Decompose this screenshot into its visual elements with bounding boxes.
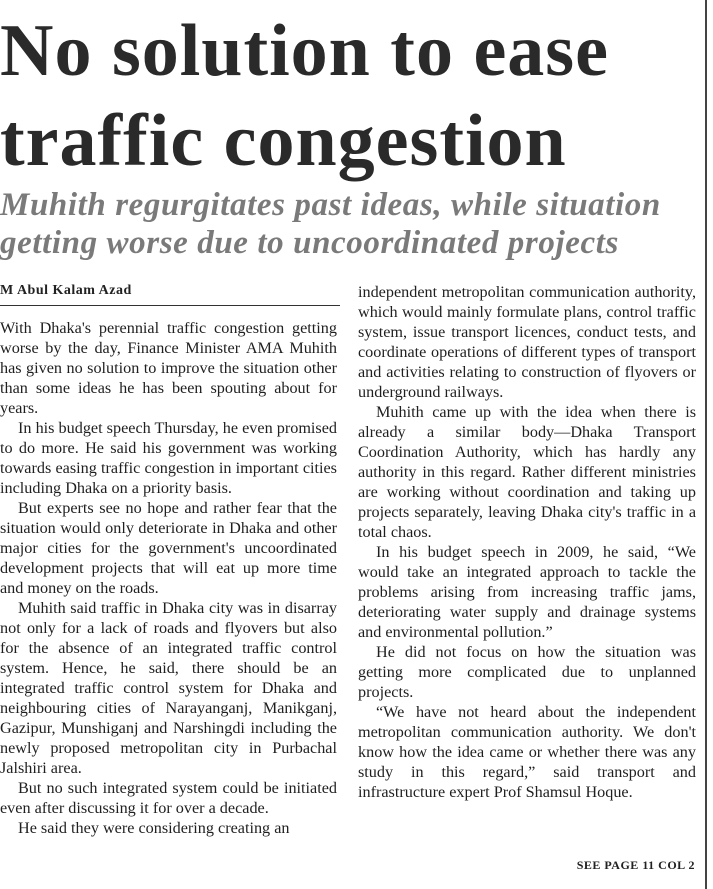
byline: M Abul Kalam Azad bbox=[0, 283, 340, 306]
paragraph: But experts see no hope and rather fear that the situation would only deteriorate in Dhaka and other major cities for the government's uncoordinated development projects that will eat up more time and money on the roads. bbox=[0, 499, 337, 597]
paragraph: In his budget speech in 2009, he said, “We would take an integrated approach to tackle the problems arising from increasing traffic jams, deteriorating water supply and drainage systems and environmental pollution.” bbox=[358, 543, 696, 641]
article-column-1 bbox=[0, 318, 337, 838]
paragraph: In his budget speech Thursday, he even promised to do more. He said his government was working towards easing traffic congestion in important cities including Dhaka on a priority basis. bbox=[0, 419, 337, 497]
paragraph: independent metropolitan communication authority, which would mainly formulate plans, control traffic system, issue transport licences, conduct tests, and coordinate operations of different types of transport and activities relating to construction of flyovers or underground railways. bbox=[358, 283, 696, 401]
paragraph: “We have not heard about the independent metropolitan communication authority. We don't know how the idea came or whether there was any study in this regard,” said transport and infrastructure expert Prof Shamsul Hoque. bbox=[358, 703, 696, 801]
paragraph: Muhith said traffic in Dhaka city was in disarray not only for a lack of roads and flyovers but also for the absence of an integrated traffic control system. Hence, he said, there should be an integrated traffic control system for Dhaka and neighbouring cities of Narayanganj, Manikganj, Gazipur, Munshiganj and Narshingdi including the newly proposed metropolitan city in Purbachal Jalshiri area. bbox=[0, 599, 337, 777]
paragraph: Muhith came up with the idea when there is already a similar body—Dhaka Transport Coordination Authority, which has hardly any authority in this regard. Rather different ministries are working without coordination and taking up projects separately, leaving Dhaka city's traffic in a total chaos. bbox=[358, 403, 696, 541]
article-column-2 bbox=[358, 282, 696, 802]
paragraph: With Dhaka's perennial traffic congestion getting worse by the day, Finance Minister AMA Muhith has given no solution to improve the situation other than some ideas he has been spouting about for years. bbox=[0, 319, 337, 417]
column-rule bbox=[705, 0, 707, 889]
headline: No solution to ease traffic congestion bbox=[0, 10, 609, 182]
subheadline: Muhith regurgitates past ideas, while situation getting worse due to uncoordinated projects bbox=[0, 187, 661, 261]
continuation-note: SEE PAGE 11 COL 2 bbox=[576, 858, 695, 872]
paragraph: But no such integrated system could be initiated even after discussing it for over a decade. bbox=[0, 779, 337, 817]
paragraph: He did not focus on how the situation was getting more complicated due to unplanned projects. bbox=[358, 643, 696, 701]
paragraph: He said they were considering creating an bbox=[18, 819, 290, 837]
